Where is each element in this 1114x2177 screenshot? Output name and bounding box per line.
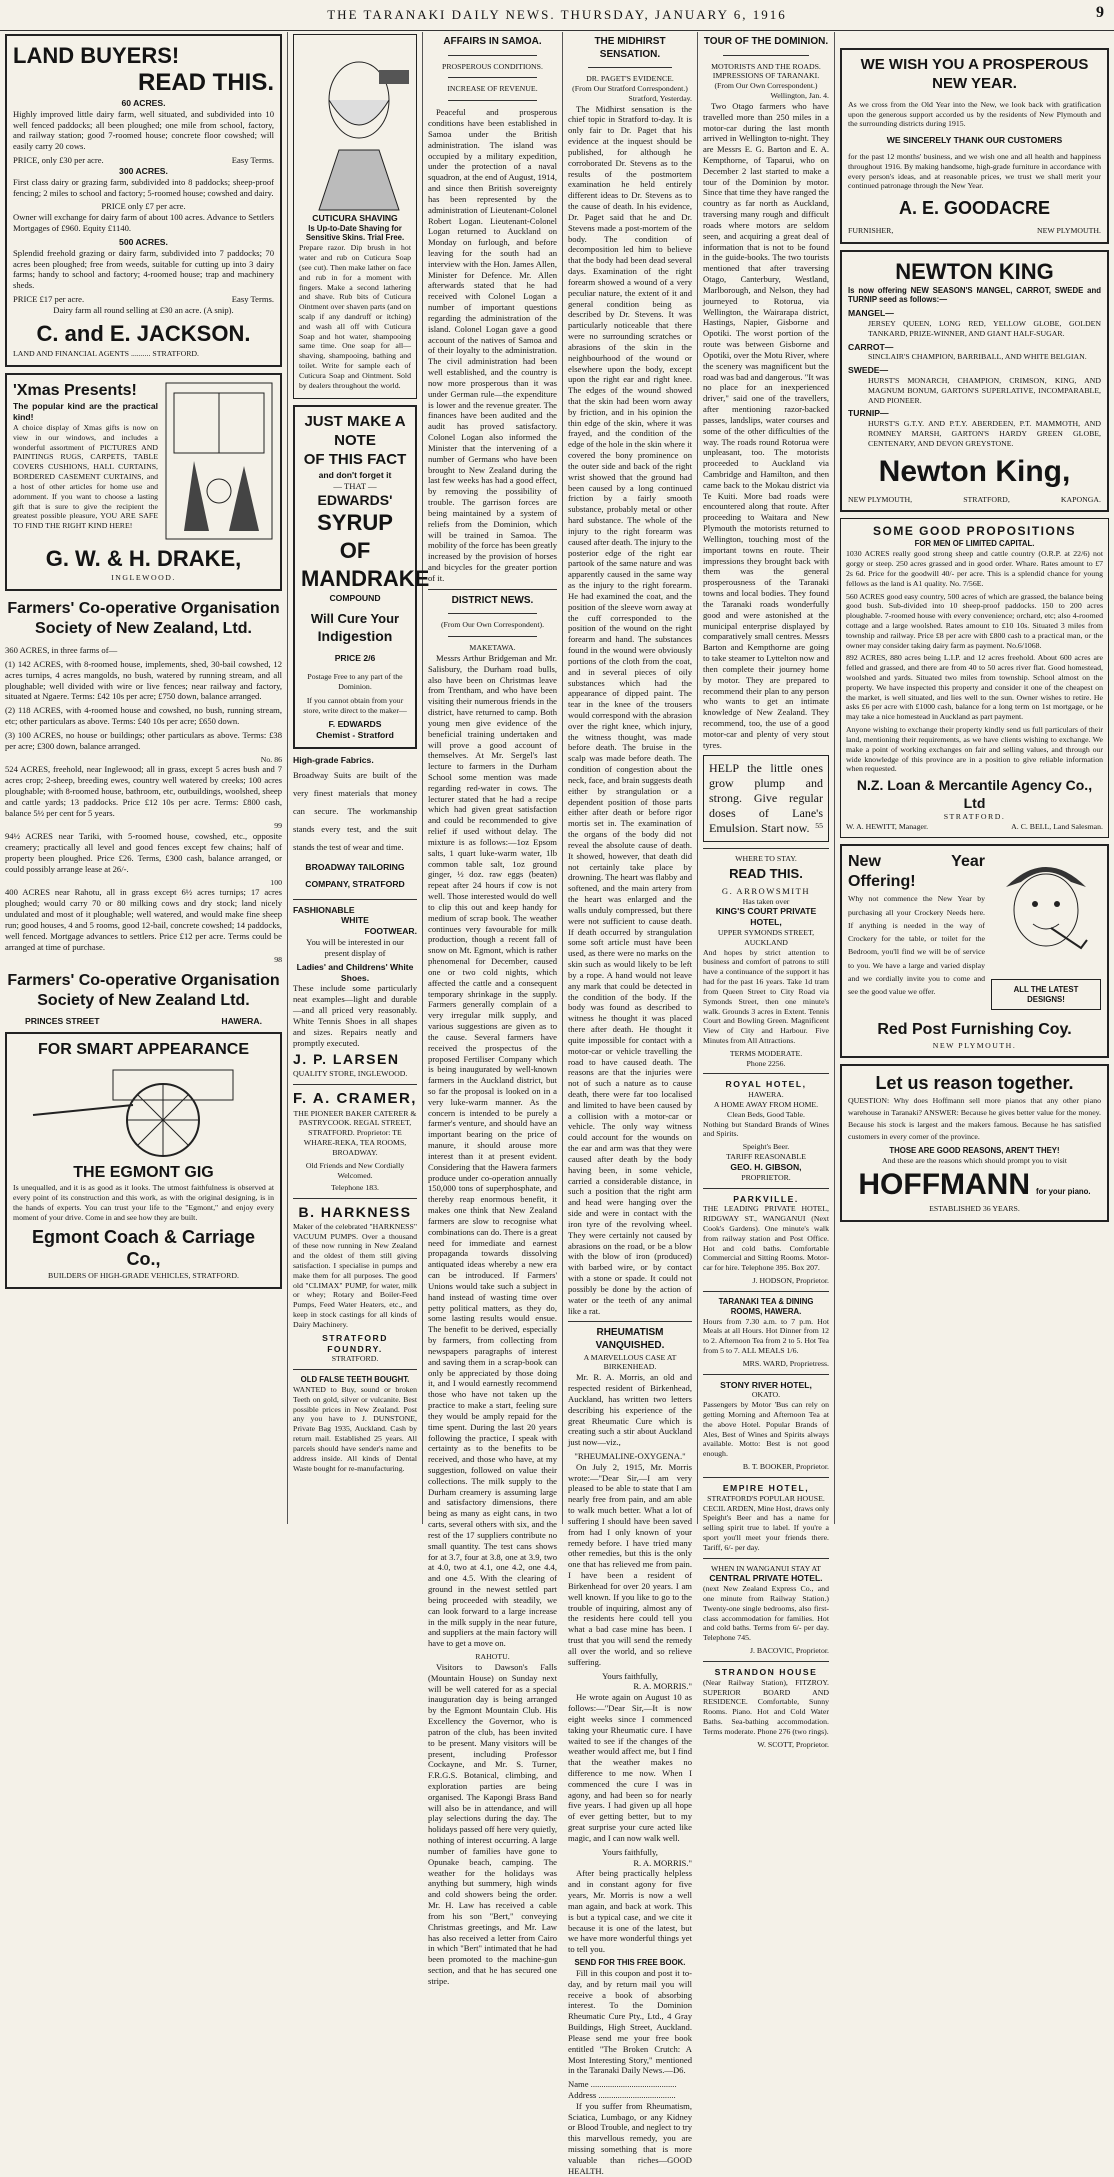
parkville-text: THE LEADING PRIVATE HOTEL, RIDGWAY ST., WANGANUI (Next Cook's Gardens). One minute's walk from railway station and Post Office. Hot and cold baths. Comfortable Commercial and Sitting Rooms. Motor-car for hire. Telephone 395. Box 207.	[703, 1204, 829, 1273]
of-this-fact: OF THIS FACT	[303, 451, 407, 469]
edwards-mandrake-ad	[293, 405, 430, 749]
easy-terms: Easy Terms.	[231, 155, 274, 166]
ref-98: 98	[274, 955, 282, 965]
rheumatism-sub: A MARVELLOUS CASE AT BIRKENHEAD.	[583, 1352, 677, 1372]
egmont-gig-ad	[5, 1032, 282, 1289]
red-post-ad	[840, 844, 1109, 1058]
christmas-display-icon	[164, 381, 274, 541]
l500-price: PRICE £17 per acre.	[13, 294, 85, 305]
teeth-heading: OLD FALSE TEETH BOUGHT.	[300, 1375, 410, 1385]
f400-text: 400 ACRES near Rahotu, all in grass except 6½ acres turnips; 17 acres ploughed; would carry 70 or 80 milking cows and dry stock; land nicely undulated and most of it ploughable; well watered, and would make fine sheep run; good houses, 4 and 5 rooms, good 12-bail, concrete cowshed; 14 paddocks, well fenced. Mortgage advances to settlers. Price £12 per acre. Terms could be arranged at time of purchase.	[5, 887, 282, 952]
samoa-sub-1: PROSPEROUS CONDITIONS.	[442, 61, 543, 71]
society-heading: Society of New Zealand, Ltd.	[35, 619, 252, 637]
booker-proprietor: B. T. BOOKER, Proprietor.	[742, 1462, 829, 1472]
new-year-offering: New Year Offering!	[848, 853, 985, 891]
midhirst-text: The Midhirst sensation is the chief topic in Stratford to-day. It is only fair to Dr. Paget that his evidence at the inquest should be published, for although he corroborated Dr. Stevens as to the results of the postmortem examination he held entirely different ideas to Dr. Stevens as to the cause of death. In his evidence, Dr. Paget said that he and Dr. Stevens made a post-mortem of the body. The condition of decomposition led him to believe that the body had been dead several days. Examination of the right forearm showed a wound of a very peculiar nature, the extent of it and general condition being as described by Dr. Stevens. It was particularly noticeable that there were no surrounding scratches or abrasions of the skin in the neighbourhood of the wound or elsewhere upon the body, except upon the right ear and right knee. The edges of the wound showed that the skin had been worn away by friction, and in his opinion the thin edge of the skin, where it was frayed, and the condition of the edge of the hole in the skin where it covered the bony prominence on the outer side and back of the right wrist showed that the ground had been caused by a long continued friction by a fairly smooth substance, probably metal or other hard substance. The whole of the injury to the right forearm was caused after death. The injury to the posterior edge of the right ear partook of the same nature and was apparently caused in the same way as the injury to the right forearm. He had examined the coat, and the position of the sleeve worn away at the cuff corresponded to the position of the wound on the right forearm and hand. The substances found in the wound were obviously portions of the cloth from the coat, and in several pieces of oily substances which had the appearance of dipped paint. The tear in the knee of the trousers would correspond with the abrasion over the right knee, which injury, the witness thought, was made before death. The bruise in the scalp was made before death. The condition of congestion about the neck, face, and brain suggests death either by strangulation or a dependent position of those parts either after death or before rigor mortis set in. The examination of the organs of the body did not reveal the absolute cause of death. It showed, however, that death did not certainly take place by drowning. The heart was flabby and softened, and the main artery from the heart was enlarged and the walls unduly compressed, but there were not sufficient to cause death. If death occurred by strangulation some soft article must have been used, as there were no marks on the skin such as would likely to be left by a rope. A hand would not leave any mark that could be detected in the condition of the body. If the body was found as described to witness he thought it was placed there after death. He thought it quite impossible for contact with a motor-car or vehicle travelling the road to have caused death. The reasons are that the injuries were not of such a nature as to cause death, there were far too localised and limited to have been caused by a collision with a motor-car or vehicle. The only way witness could account for the wounds on the ear and arm was that they were caused after death by the body having been, in some vehicle, carried a considerable distance, in such a position that the right arm and head were hanging over the side and were in contact with the iron tyre of the revolving wheel. They were certainly not caused by abrasions on the road, or be a blow with the blow of iron (produced) with barbed wire, or by contact with a stone or spade. It could not possibly be done by the action of water or the teeth of any animal like a rat.	[568, 103, 692, 1316]
bacovic-proprietor: J. BACOVIC, Proprietor.	[749, 1646, 829, 1656]
nk-new-plymouth: NEW PLYMOUTH,	[848, 494, 913, 504]
harkness-text: Maker of the celebrated "HARKNESS" VACUUM PUMPS. Over a thousand of these now running in New Zealand and the oldest of them still giving satisfaction. I specialise in pumps and make them for all purposes. The good old "CLIMAX" PUMP, for water, milk or whey; Rotary and Boiler-Feed Pumps, Feed Water Heaters, etc., and keep in stock castings for all kinds of Dairy Machinery.	[293, 1221, 417, 1329]
xmas-ad	[5, 373, 282, 591]
newton-king-intro: Is now offering NEW SEASON'S MANGEL, CARROT, SWEDE and TURNIP seed as follows:—	[848, 285, 1101, 305]
red-post-name: Red Post Furnishing Coy.	[877, 1021, 1072, 1039]
l60-heading: 60 ACRES.	[121, 97, 166, 108]
footwear-ad	[293, 905, 417, 1079]
easy-terms-2: Easy Terms.	[231, 294, 274, 305]
rheumatism-intro: Mr. R. A. Morris, an old and respected resident of Birkenhead, Auckland, has written two letters describing his experience of the great Rheumatic Cure which is creating such a stir about Auckland just now—viz.,	[568, 1372, 692, 1448]
cramer-sub: THE PIONEER BAKER CATERER & PASTRYCOOK. REGAL STREET, STRATFORD. Proprietor: TE WHARE-REKA, TEA ROOMS, BROADWAY.	[293, 1108, 417, 1157]
district-corr: (From Our Own Correspondent).	[440, 620, 545, 630]
established-years: ESTABLISHED 36 YEARS.	[929, 1203, 1020, 1213]
mangel-text: JERSEY QUEEN, LONG RED, YELLOW GLOBE, GOLDEN TANKARD, PRIZE-WINNER, AND GIANT HALF-SUGAR.	[868, 318, 1101, 338]
column-5	[698, 32, 835, 1749]
maketawa-heading: MAKETAWA.	[469, 643, 516, 653]
syrup-label: SYRUP OF	[317, 510, 393, 564]
harkness-name: B. HARKNESS	[298, 1204, 412, 1221]
farmers-heading-2: Farmers' Co-operative Organisation	[7, 972, 280, 990]
egmont-name: Egmont Coach & Carriage Co.,	[31, 1226, 256, 1270]
parkville-heading: PARKVILLE.	[733, 1193, 799, 1204]
goodacre-name: A. E. GOODACRE	[898, 198, 1050, 219]
send-heading: SEND FOR THIS FREE BOOK.	[574, 1958, 686, 1968]
column-4	[563, 32, 698, 2176]
nz-loan-name: N.Z. Loan & Mercantile Agency Co., Ltd	[856, 777, 1093, 811]
impressions-heading: IMPRESSIONS OF TARANAKI.	[712, 71, 820, 81]
prop-exchange: Anyone wishing to exchange their property kindly send us full particulars of their land, mentioning their requirements, as we have clients wishing to exchange. We make a point of working exchanges on fair and selling values, and through our wide knowledge of this province are in a position to give reliable information when requested.	[846, 725, 1103, 774]
hewitt-manager: W. A. HEWITT, Manager.	[846, 822, 929, 832]
samoa-sub-2: INCREASE OF REVENUE.	[447, 84, 538, 94]
rahotu-heading: RAHOTU.	[475, 1652, 510, 1662]
gibson-proprietor: PROPRIETOR.	[741, 1172, 791, 1182]
page-number: 9	[1096, 4, 1106, 21]
rheumatism-text-3: After being practically helpless and in constant agony for five years, Mr. Morris is now a well man again, and back at work. This is but a typical case, and we cite it because it is one of the latest, but we have more wonderful things yet to tell you.	[568, 1868, 692, 1955]
nz-loan-stratford: STRATFORD.	[943, 812, 1006, 822]
kings-phone: Phone 2256.	[746, 1058, 786, 1068]
goodacre-np: NEW PLYMOUTH.	[1036, 225, 1101, 235]
new-year-text: Why not commence the New Year by purchasing all your Crockery Needs here. If anything is needed in the way of Crockery for the table, or toilet for the Bedroom, you'll find we will be of service to you. We have a large and varied display and we cordially invite you to come and see the good value we offer.	[848, 894, 985, 997]
swede-label: SWEDE—	[848, 365, 889, 376]
central-hotel: CENTRAL PRIVATE HOTEL.	[709, 1573, 823, 1584]
farmers-heading: Farmers' Co-operative Organisation	[7, 599, 280, 617]
f-edwards: F. EDWARDS	[328, 719, 382, 730]
central-text: (next New Zealand Express Co., and one minute from Railway Station.) Twenty-one single bedrooms, also first-class accommodation for families. Hot and cold baths. Terms from 6/- per day. Telephone 745.	[703, 1584, 829, 1643]
l300-text: First class dairy or grazing farm, subdivided into 8 paddocks; sheep-proof fencing; 2 miles to school and factory; 5-roomed house; cowshed and dairy.	[13, 176, 274, 198]
gig-carriage-icon	[13, 1060, 273, 1160]
fashionable-label: FASHIONABLE	[293, 904, 355, 915]
larsen-name: J. P. LARSEN	[293, 1051, 400, 1068]
upper-symonds: UPPER SYMONDS STREET, AUCKLAND	[717, 928, 815, 947]
hawera-label: HAWERA.	[221, 1015, 262, 1026]
tour-text: Two Otago farmers who have travelled more than 250 miles in a motor-car during the last month arrived in Wellington to-night. They are Messrs E. G. Barton and E. A. Kempthorne, of Taparui, who on December 2 last started to make a tour of the Dominion by motor. Since that time they have ranged the country as far north as Auckland, traversing many rough and difficult roads where motors are seldom seen, and acquiring a great deal of information that is not to be found in the guide-books. The two tourists mentioned that after traversing Otago, Canterbury, Westland, Marlborough, and Nelson, they had journeyed to Rotorua, via Wellington, the Wairarapa district, Hastings, Napier, Gisborne and Opotiki. The worst portion of the route was between Gisborne and Opotiki, over the Motu River, where the scenery was magnificent but the road was bad and dangerous. "It was no place for an inexperienced driver," said one of the travellers, after mentioning razor-backed passes, landslips, water courses and some of the other difficulties of the way. The roads round Rotorua were unpleasant, too. The motorists proceeded to Auckland via Cambridge and Hamilton, and then came back to the Mokau district via Te Kuiti. More bad roads were encountered along that route. After proceeding to Waitara and New Plymouth the motorists returned to Wellington, touching most of the important towns en route. Their impressions they brought back with them was the general prosperousness of the Taranaki towns and local bodies. They found the Taranaki roads wonderfully good and were astonished at the municipal enterprise displayed by comparatively small centres. Messrs Barton and Kempthorne are going to take steamer to Lyttelton now and then complete their journey home by motor. They are prepared to recommend their plan to any person who wants to get an intimate knowledge of New Zealand. They recommend, too, the use of a good motor-car and plenty of very stout tyres.	[703, 100, 829, 750]
morris-sign: R. A. MORRIS."	[633, 1681, 692, 1692]
good-reasons: THOSE ARE GOOD REASONS, AREN'T THEY!	[889, 1146, 1060, 1156]
terms-moderate: TERMS MODERATE.	[729, 1048, 803, 1058]
cramer-telephone: Telephone 183.	[331, 1183, 379, 1193]
footwear-text: You will be interested in our present display of	[306, 937, 404, 958]
dont-forget: and don't forget it	[318, 470, 392, 481]
mandrake-price: PRICE 2/6	[334, 653, 376, 664]
l300-heading: 300 ACRES.	[119, 165, 168, 176]
xmas-heading: 'Xmas Presents!	[13, 382, 137, 400]
gig-heading: THE EGMONT GIG	[73, 1164, 214, 1182]
foundry-sub: STRATFORD.	[331, 1354, 379, 1364]
mangel-label: MANGEL—	[848, 308, 894, 319]
ref-86: No. 86	[260, 754, 282, 764]
drake-name: G. W. & H. DRAKE,	[45, 546, 242, 572]
gibson-name: GEO. H. GIBSON,	[730, 1161, 802, 1172]
strandon-text: (Near Railway Station), FITZROY. SUPERIOR BOARD AND RESIDENCE. Comfortable, Sunny Rooms. Piano. Hot and Cold Water Baths. Sea-bathing accommodation. Terms moderate. Phone 276 (two rings).	[703, 1677, 829, 1736]
cuticura-sub: Is Up-to-Date Shaving for Sensitive Skins. Trial Free.	[305, 223, 405, 243]
column-2	[288, 32, 430, 1524]
newton-king-ad	[840, 250, 1109, 513]
that-line: — THAT —	[333, 480, 377, 491]
l300-exchange: Owner will exchange for dairy farm of about 100 acres. Advance to Settlers Mortgages of £960. Equity £1140.	[13, 212, 274, 234]
district-heading: DISTRICT NEWS.	[451, 594, 534, 606]
strandon-house: STRANDON HOUSE	[714, 1666, 818, 1677]
f94-text: 94½ ACRES near Tariki, with 5-roomed house, cowshed, etc., opposite creamery; practically all level and good fences except few chains; half of property been ploughed. Price £26. Terms, £300 cash, balance arranged, or could possibly arrange lease at 26/-.	[5, 831, 282, 874]
midhirst-corr: (From Our Stratford Correspondent.)	[572, 84, 688, 93]
reason-heading: Let us reason together.	[875, 1073, 1074, 1094]
teeth-ad	[293, 1375, 417, 1473]
morris-sign-2: R. A. MORRIS."	[633, 1857, 692, 1868]
red-post-np: NEW PLYMOUTH.	[932, 1040, 1017, 1050]
when-in-wanganui: WHEN IN WANGANUI STAY AT	[711, 1563, 821, 1573]
land-buyers-heading: LAND BUYERS!	[13, 43, 180, 68]
indigestion-label: Indigestion	[317, 627, 393, 644]
xmas-sub: The popular kind are the practical kind!	[13, 401, 158, 423]
samoa-heading: AFFAIRS IN SAMOA.	[443, 36, 542, 47]
ladies-shoes: Ladies' and Childrens' White Shoes.	[296, 961, 414, 983]
carrot-text: SINCLAIR'S CHAMPION, BARRIBALL, AND WHITE BELGIAN.	[868, 352, 1087, 362]
tea-rooms-text: Hours from 7.30 a.m. to 7 p.m. Hot Meals at all Hours. Hot Dinner from 12 to 2. Afternoon Tea from 2 to 5. Hot Tea from 5 to 7. ALL MEALS 1/6.	[703, 1316, 829, 1355]
gig-text: Is unequalled, and it is as good as it looks. The utmost faithfulness is observed at every point of its construction and this work, as with the original designing, is in the hands of experts. You can trust your life to the "Egmont," and enjoy every moment of your drive. Come in and see how they are built.	[13, 1183, 274, 1222]
white-label: WHITE	[341, 915, 369, 926]
compound-label: COMPOUND	[329, 592, 381, 603]
nk-stratford: STRATFORD,	[963, 494, 1010, 504]
edwards-label: EDWARDS'	[317, 491, 393, 508]
wish-heading: WE WISH YOU A PROSPEROUS NEW YEAR.	[860, 56, 1089, 92]
l500-heading: 500 ACRES.	[119, 236, 168, 247]
send-text-2: If you suffer from Rheumatism, Sciatica, Lumbago, or any Kidney or Blood Trouble, and neglect to try this marvellous remedy, you are missing something that is more valuable than riches—GOOD HEALTH.	[568, 2100, 692, 2176]
turnip-text: HURST'S G.T.Y. AND P.T.Y. ABERDEEN, P.T. MAMMOTH, AND ROMNEY MARSH, GARTON'S HARDY GREEN GLOBE, CENTENARY, AND DEVON GREYSTONE.	[868, 419, 1101, 448]
f360-2-text: (2) 118 ACRES, with 4-roomed house and cowshed, no bush, running stream, etc; other particulars as above. Terms: £40 10s per acre; £650 down.	[5, 705, 282, 727]
coupon-address-field[interactable]: Address ....................................	[568, 2090, 676, 2100]
jackson-name: C. and E. JACKSON.	[36, 320, 251, 346]
wish-text: As we cross from the Old Year into the New, we look back with gratification upon the generous support accorded us by the residents of New Plymouth and the surrounding districts during 1915.	[848, 99, 1101, 129]
rheumaline-name: "RHEUMALINE-OXYGENA."	[574, 1450, 686, 1461]
stratford-foundry: STRATFORD FOUNDRY.	[322, 1332, 388, 1354]
land-buyers-ad	[5, 34, 282, 367]
society-heading-2: Society of New Zealand Ltd.	[37, 992, 250, 1010]
cuticura-ad	[293, 34, 417, 399]
ref-100: 100	[270, 877, 282, 887]
drake-sub: INGLEWOOD.	[111, 572, 176, 582]
jackson-sub: LAND AND FINANCIAL AGENTS .......... STRATFORD.	[13, 349, 199, 359]
paget-heading: DR. PAGET'S EVIDENCE.	[586, 74, 674, 84]
hoffmann-name: HOFFMANN	[858, 1168, 1031, 1202]
column-3	[423, 32, 563, 1986]
tour-corr: (From Our Own Correspondent.)	[714, 81, 818, 91]
l500-text: Splendid freehold grazing or dairy farm, subdivided into 7 paddocks; 70 acres been ploughed; free from weeds, suitable for cutting up into 3 dairy farms; handy to school and factory; 4-roomed house; trap and machinery sheds.	[13, 247, 274, 291]
teeth-text: WANTED to Buy, sound or broken Teeth on gold, silver or vulcanite. Best possible prices in New Zealand. Post any you have to J. DUNSTONE, Private Bag 1935, Auckland. Cash by return mail. Established 25 years. All parcels should have sender's name and address inside. All kinds of Dental Waste bought for re-manufacturing.	[293, 1385, 417, 1473]
limited-capital: FOR MEN OF LIMITED CAPITAL.	[914, 539, 1035, 549]
l500-line: Dairy farm all round selling at £30 an acre. (A snip).	[53, 304, 234, 315]
postage-note: Postage Free to any part of the Dominion.	[307, 672, 403, 692]
masthead	[0, 0, 1114, 31]
lanes-ref: 55	[815, 820, 823, 830]
will-cure: Will Cure Your	[310, 611, 400, 627]
footwear-label: FOOTWEAR.	[364, 926, 417, 937]
egmont-sub: BUILDERS OF HIGH-GRADE VEHICLES, STRATFORD.	[48, 1271, 239, 1281]
prop-1030: 1030 ACRES really good strong sheep and cattle country (O.R.P. at 22/6) not gorgy or steep. 250 acres grassed and in good order. Whare. Rates amount to £7 2s 6d. Price for the goodwill 40/- per acre. This is a splendid chance for young fellows as the land is A1 quality. No. 7/56E.	[846, 549, 1103, 588]
obtain-note: If you cannot obtain from your store, write direct to the maker—	[303, 695, 407, 715]
xmas-text: A choice display of Xmas gifts is now on view in our windows, and includes a wonderful assortment of PICTURES AND PAINTINGS RUGS, CARPETS, TABLE COVERS CUSHIONS, HALL CURTAINS, BORDERED CASEMENT CURTAINS, and a host of other articles for home use and adornment. If you want to choose a lasting gift that is sure to give the recipient the greatest possible pleasure, YOU ARE SAFE TO FIND THE RIGHT KIND HERE!	[13, 423, 158, 531]
lanes-text: HELP the little ones grow plump and strong. Give regular doses of Lane's Emulsion. Start now.	[709, 760, 823, 835]
lanes-emulsion-ad	[703, 755, 829, 842]
read-this-2: READ THIS.	[729, 866, 803, 882]
midhirst-heading: THE MIDHIRST SENSATION.	[594, 36, 666, 60]
carrot-label: CARROT—	[848, 341, 894, 352]
larsen-sub: QUALITY STORE, INGLEWOOD.	[293, 1068, 408, 1078]
for-your-piano: for your piano.	[1036, 1187, 1091, 1197]
tour-date: Wellington, Jan. 4.	[770, 91, 829, 101]
tea-rooms-heading: TARANAKI TEA & DINING ROOMS, HAWERA.	[718, 1296, 814, 1316]
cramer-name: F. A. CRAMER,	[293, 1089, 417, 1107]
masthead-title: THE TARANAKI DAILY NEWS. THURSDAY, JANUARY 6, 1916	[327, 7, 787, 22]
fabrics-heading: High-grade Fabrics.	[293, 755, 374, 766]
latest-designs: ALL THE LATEST DESIGNS!	[991, 979, 1101, 1011]
stony-text: Passengers by Motor 'Bus can rely on getting Morning and Afternoon Tea at the above Hotel. Popular Brands of Ales, Best of Wines and Spirits always available. Motto: Best is not good enough.	[703, 1400, 829, 1459]
kings-text: And hopes by strict attention to business and comfort of patrons to still have a continuance of the support it has had for the past 16 years. Take 1d tram from Queen Street to City Road via Symonds Street, then one minute's walk. Grounds 3 acres in Extent. Tennis Court and Bowling Green. Magnificent View of City and Harbour. Five Minutes from All Attractions.	[703, 947, 829, 1045]
f360-3-text: (3) 100 ACRES, no house or buildings; other particulars as above. Terms: £38 per acre; £300 down, balance arranged.	[5, 729, 282, 751]
f524-text: 524 ACRES, freehold, near Inglewood; all in grass, except 5 acres bush and 7 acres crop; 2-sheep, breeding ewes, country well watered by creeks; 100 acres ploughable; with 8-roomed house, bathroom, etc, outbuildings, woolshed, sheep and cattle yards; 13 paddocks. Price £12 10s per acre. Terms: £800 cash, balance 5½ per cent for 5 years.	[5, 764, 282, 818]
motorists-heading: MOTORISTS AND THE ROADS.	[711, 61, 821, 71]
district-text: Messrs Arthur Bridgeman and Mr. Salisbury, the Durham road bulls, also have been on Christmas leave from Trentham, and who have been visiting their numerous friends in the district, have returned to camp. Both young men give evidence of the beneficial training undertaken and will prove a good account of themselves. At Mr. Sergel's last lecture to farmers in the Durham School some mention was made regarding red-water in cows. The lecturer stated that he had a recipe which had given great satisfaction and could be recommended to give relief if used without delay. The mixture is as follows:—1oz Epsom salts, 1 quart luke-warm water, 1lb common table salt, 1oz ground ginger, ½ doz. raw eggs (beaten) repeat after 24 hours if cow is not well. Those interested would do well to clip this out and keep handy for medium of scrap book. The weather continues very favourable for milk production, though a recent fall of snow on Mt. Egmont, which is rather phenomenal for December, caused one or two cold nights, which affected the cattle and a consequent temporary shrinkage in the supply. Farmers generally complain of a very irregular milk supply, and various suggestions are given as to the cause. Several farmers have received the prospectus of the proposed Fertiliser Company which is being inaugurated by well-known farmers in the Auckland district, but so far the proposal is looked on in a very luke-warm manner. As the concern is intended to be purely a farmer's venture, and should have an important bearing on the price of manure, it should arouse more interest than it at present evident. Considering that the Hawera farmers produce under co-operation annually 150,000 tons of superphosphate, and thereby reap enormous benefit, it makes one think that New Zealand farmers are slow to recognise what combinations can do. There is a great need for immediate and earnest propaganda towards dissolving antiquated ideas whereby a new era can be introduced. If Farmers' Unions would take such a subject in hand instead of wasting time over petty political matters, as they do, some lasting results would ensue. The benefit to be derived, especially by farmers, from collecting from newspapers paragraphs of interest and saving them in a scrap-book can only be appreciated by those doing it, and I would earnestly recommend those who have not taken up the practice to make a start, feeling sure they would be amply repaid for the time spent. During the last 20 years following the practice, I speak with certainty as to the benefits to be received, and those who have, at my suggestion, followed on value their collections. The milk supply to the Durham creamery is assuming large and satisfactory dimensions, there being as many as eight cans, in two carts, several others with six, and the rest of the 17 suppliers contribute no small quantity. The test cans shows for at 3.7, four at 3.8, one at 3.9, two at 4.0, two at 4.1, one 4.2, one 4.4, and one 4.5. With the clearing of ground in the newest settled part being proceeded with steadily, we can look forward to a large increase in the milk supply in the near future, and suppliers at the main factory will have to get a move on.	[428, 652, 557, 1649]
ward-proprietress: MRS. WARD, Proprietress.	[742, 1358, 829, 1368]
pipe-smoker-icon	[991, 852, 1101, 972]
reason-text: QUESTION: Why does Hoffmann sell more pianos that any other piano warehouse in Taranaki? ANSWER: Because he gives better value for the money. Because his stock is largest and the makers famous. Because he has satisfied customers in every corner of the province.	[848, 1096, 1101, 1142]
where-to-stay: WHERE TO STAY.	[735, 853, 797, 863]
footwear-text-2: These include some particularly neat examples—light and durable—and all priced very reasonably. White Tennis Shoes in all shapes and sizes. Repairs neatly and promptly executed.	[293, 983, 417, 1048]
f360-text: 360 ACRES, in three farms of—	[5, 645, 118, 656]
hodson-proprietor: J. HODSON, Proprietor.	[752, 1276, 829, 1286]
newton-king-heading: NEWTON KING	[895, 258, 1054, 284]
read-this-heading: READ THIS.	[137, 68, 274, 96]
scott-proprietor: W. SCOTT, Proprietor.	[757, 1739, 829, 1749]
fabrics-text: Broadway Suits are built of the very finest materials that money can secure. The workmanship stands every test, and the suit stands the test of wear and time.	[293, 769, 417, 853]
cramer-welcome: Old Friends and New Cordially Welcomed.	[305, 1160, 405, 1180]
cramer-ad	[293, 1090, 417, 1193]
samoa-text: Peaceful and prosperous conditions have been established in Samoa under the British administration. The island was occupied by a military expedition, under the protection of a naval squadron, at the end of August, 1914, and since then British sovereignty has been represented by the administration of Lieutenant-Colonel Robert Logan. Lieutenant-Colonel Logan returned to Auckland on Monday on furlough, and before leaving for the south had an interview with the Hon. James Allen, Minister for Defence. Mr. Allen afterwards stated that he had received with Colonel Logan a number of important questions regarding the administration of the island. Colonel Logan gave a good account of the natives of Samoa and of their loyalty to the administration. The civil administration had been well established, and the country is now more prosperous than it was under German rule—the expenditure is lower and the revenue greater. The finances have been audited and the audit has proved satisfactory. Colonel Logan also informed the Minister that the intervening of a number of Germans who have been brought to New Zealand during the last few weeks has had a good effect, by removing the possibility of trouble. The garrison forces are being maintained by a system of reliefs from the Dominion, which will be trained in Samoa. The mobility of the force has been greatly increased by the provision of horses and bicycles for the greater portion of it.	[428, 107, 557, 583]
fabrics-ad	[293, 755, 417, 893]
speights-beer: Speight's Beer.	[742, 1142, 790, 1152]
column-6	[835, 32, 1114, 1524]
l60-price: PRICE, only £30 per acre.	[13, 155, 104, 166]
rheumatism-heading: RHEUMATISM VANQUISHED.	[595, 1327, 665, 1351]
empire-hotel: EMPIRE HOTEL,	[722, 1482, 810, 1493]
chemist-stratford: Chemist - Stratford	[316, 730, 394, 741]
harkness-ad	[293, 1204, 417, 1364]
swede-text: HURST'S MONARCH, CHAMPION, CRIMSON, KING, AND MAGNUM BONUM, GARTON'S SUPERLATIVE, INCOMPARABLE, AND PIONEER.	[868, 376, 1101, 405]
column-1	[0, 32, 288, 1524]
empire-text: CECIL ARDEN, Mine Host, draws only Speight's Beer and has a name for selling spirit true to label. If you're a sport you'll meet your friends there. Tariff, 6/- per day.	[703, 1503, 829, 1552]
f360-1-text: (1) 142 ACRES, with 8-roomed house, implements, shed, 30-bail cowshed, 12 acres turnips, 4 acres mangolds, no bush, watered by running stream, and all ploughable; well divided with wire or live fences; near railway and factory, situated at Ngaere. Terms: £42 10s per acre; £750 down, balance arranged.	[5, 658, 282, 702]
nk-kaponga: KAPONGA.	[1060, 494, 1101, 504]
broadway-tailoring: BROADWAY TAILORING COMPANY, STRATFORD	[305, 862, 405, 890]
rahotu-text: Visitors to Dawson's Falls (Mountain House) on Sunday next will be well catered for as a special inauguration day is being arranged by the Egmont Mountain Club. His Excellency the Governor, who is patron of the club, has been invited to be present. Many visitors will be present, including Professor Cockayne, and Mr. S. Turner, F.R.G.S. Botanical, climbing, and exploration parties are being organised. The Kapongi Brass Band will also be in attendance, and will play selections during the day. The holidays passed off here very quietly, nothing of interest occurring. A large number of families have gone to Opunake beach, camping. The weather for the holidays was anything but summery, high winds and cold showers being the order. Mr. H. Law has received a cable from his son "Bert," conveying Christmas greetings, and Mr. Law has also received a letter from Cairo in which "Bert" intimated that he had been promoted to the machine-gun section, and that he has secured one stripe.	[428, 1661, 557, 1986]
hoffmann-ad	[840, 1064, 1109, 1221]
prop-560: 560 ACRES good easy country, 500 acres of which are grassed, the balance being good bush. Sub-divided into 10 sheep-proof paddocks. 150 to 200 acres ploughable. 7-roomed house with every convenience; orchard, etc; also 4-roomed cottage and a large woolshed. Rates amount to £10 10s. Situated 3 miles from township and railway. Price £8 per acre with £800 cash to a practical man, or the owner may consider taking dairy farm as payment. No.6/1068.	[846, 591, 1103, 650]
goodacre-ad	[840, 48, 1109, 244]
just-make-note: JUST MAKE A NOTE	[304, 413, 406, 450]
stony-river-hotel: STONY RIVER HOTEL,	[720, 1379, 812, 1390]
ref-99: 99	[274, 821, 282, 831]
clean-beds: Clean Beds, Good Table.	[727, 1109, 805, 1119]
midhirst-date: Stratford, Yesterday.	[628, 93, 692, 103]
coupon-name-field[interactable]: Name ........................................	[568, 2079, 677, 2090]
tariff-reasonable: TARIFF REASONABLE	[726, 1152, 806, 1162]
empire-sub: STRATFORD'S POPULAR HOUSE.	[707, 1493, 825, 1503]
cuticura-heading: CUTICURA SHAVING	[312, 212, 398, 223]
send-text: Fill in this coupon and post it to-day, and by return mail you will receive a book of absorbing interest. To the Dominion Rheumatic Cure Pty., Ltd., 4 Gray Buildings, High Street, Auckland. Please send me your free book entitled "The Broken Crutch: A Most Interesting Story," mentioned in the Taranaki Daily News.—D6.	[568, 1967, 692, 2076]
newton-king-signature: Newton King,	[878, 454, 1071, 488]
mandrake-label: MANDRAKE	[301, 565, 430, 591]
yours-faithfully: Yours faithfully,	[602, 1670, 658, 1681]
good-propositions: SOME GOOD PROPOSITIONS	[872, 524, 1077, 539]
barber-illustration-icon	[299, 40, 419, 210]
kings-court: KING'S COURT PRIVATE HOTEL,	[715, 906, 817, 928]
royal-hawera: HAWERA.	[748, 1090, 784, 1100]
rheumatism-letter-1: On July 2, 1915, Mr. Morris wrote:—"Dear Sir,—I am very pleased to be able to state that I am nearly free from pain, and am able to walk much better. What a lot of suffering I should have been saved from had I only known of your remedy before. I have tried many other remedies, but this is the only one that has relieved me from pain. I have been a resident of Birkenhead for over 20 years. I am well known. If you like to go to the trouble of inquiring, almost any of the residents here could tell you what a bad case mine has been. I trust that you will send the remedy all over the world, and so relieve suffering.	[568, 1461, 692, 1667]
l60-text: Highly improved little dairy farm, well situated, and subdivided into 10 well fenced paddocks; all been ploughed; one mile from school, factory, and railway station; good 7-roomed house; concrete floor cowshed; will easily carry 20 cows.	[13, 108, 274, 152]
turnip-label: TURNIP—	[848, 408, 889, 419]
yours-faithfully-2: Yours faithfully,	[602, 1846, 658, 1857]
bell-salesman: A. C. BELL, Land Salesman.	[1011, 822, 1103, 832]
furnisher-label: FURNISHER,	[848, 225, 894, 235]
tour-heading: TOUR OF THE DOMINION.	[703, 36, 829, 47]
smart-heading: FOR SMART APPEARANCE	[38, 1041, 249, 1059]
thank-heading: WE SINCERELY THANK OUR CUSTOMERS	[886, 135, 1063, 146]
royal-text: Nothing but Standard Brands of Wines and Spirits.	[703, 1119, 829, 1139]
arrowsmith-sub: Has taken over	[742, 896, 790, 906]
stony-okato: OKATO.	[751, 1390, 781, 1400]
cuticura-text: Prepare razor. Dip brush in hot water and rub on Cuticura Soap (see cut). Then make lather on face and rub in for a moment with fingers. Make a second lathering and shave. Rub bits of Cuticura Ointment over shaven parts (and on scalp if any dandruff or itching) and wash all off with Cuticura Soap and hot water, shampooing same time. One soap for all—shaving, shampooing, bathing and toilet. Write for sample each of Cuticura Soap and Ointment. Sold by dealers throughout the world.	[299, 243, 411, 390]
nz-loan-ad	[840, 518, 1109, 838]
these-reasons: And these are the reasons which should prompt you to visit	[882, 1156, 1067, 1166]
home-away: A HOME AWAY FROM HOME.	[713, 1100, 819, 1110]
rheumatism-letter-2: He wrote again on August 10 as follows:—"Dear Sir,—It is now eight weeks since I commenced taking your Rheumatic cure. I have waited to see if the changes of the weather would affect me, but I find that the weather makes no difference to me now. When I commenced the cure I was in agony, and had been so for nearly five years. I had given up all hope of ever getting better, but to my great surprise your cure acted like magic, and I can now walk well.	[568, 1692, 692, 1843]
arrowsmith: G. ARROWSMITH	[721, 885, 811, 896]
thank-text: for the past 12 months' business, and we wish one and all health and happiness throughout 1916. By making handsome, high-grade furniture in accordance with every person's ideas, and at reasonable prices, we trust we shall merit your continued patronage through the New Year.	[848, 152, 1101, 191]
princes-street: PRINCES STREET	[25, 1015, 100, 1026]
prop-892: 892 ACRES, 880 acres being L.I.P. and 12 acres freehold. About 600 acres are felled and grassed, and there are from 40 to 50 acres river flat. Good homestead, woolshed and yards. Situated two miles from township. School almost on the property. We have inspected this property and consider it one of the cheapest on the market, is well situated, and lies well to the sun. Owner wishes to retire. He asks £6 per acre with £1000 cash, balance for a long term on 1st mortgage, or he may take a nice homestead in Auckland as part payment.	[846, 653, 1103, 722]
l300-price: PRICE only £7 per acre.	[101, 201, 186, 212]
royal-hotel: ROYAL HOTEL,	[725, 1079, 807, 1090]
